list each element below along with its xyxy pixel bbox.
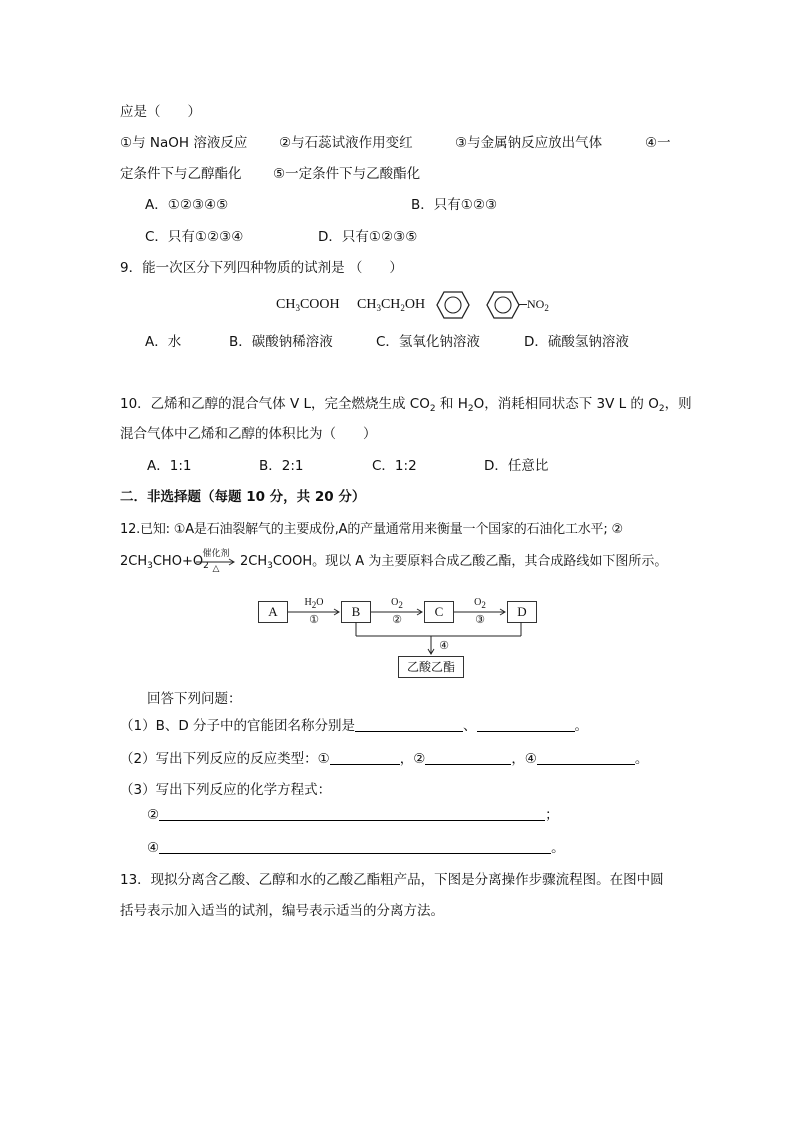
section-2-title: 二．非选择题（每题 10 分，共 20 分） [120,489,366,505]
q9-molecule-ethanol: $CH_3CH_2OH$ [357,297,426,313]
q12-answer-intro: 回答下列问题： [147,691,242,707]
step-2-number: ② [392,614,402,626]
q10-choice-a: A．1:1 [147,458,192,474]
heat-symbol: △ [212,563,220,573]
q12-equation-4-line: ④ 。 [147,840,565,856]
q8-option-4-end: 定条件下与乙醇酯化 [120,166,242,182]
q13-line-2: 括号表示加入适当的试剂，编号表示适当的分离方法。 [120,903,444,919]
q12-sub-1: （1）B、D 分子中的官能团名称分别是 、 。 [120,718,589,734]
answer-blank-equation-2[interactable] [159,806,545,821]
q8-option-3: ③与金属钠反应放出气体 [455,135,603,151]
answer-blank-equation-4[interactable] [159,839,551,854]
q9-choice-c: C．氢氧化钠溶液 [376,334,480,350]
flow-box-a: A [258,601,288,623]
q10-choice-b: B．2:1 [259,458,304,474]
step-3-reagent: $O_2$ [474,597,486,610]
flow-box-c: C [424,601,454,623]
q8-stem-end: 应是（ ） [120,104,201,120]
answer-blank-reaction-1[interactable] [330,750,400,765]
step-4-number: ④ [439,640,449,652]
q12-equation-left: $2CH_3CHO+O_2$ [120,554,209,571]
q13-line-1: 13．现拟分离含乙酸、乙醇和水的乙酸乙酯粗产品，下图是分离操作步骤流程图。在图中圆 [120,872,664,888]
flow-box-d: D [507,601,537,623]
q9-choice-d: D．硫酸氢钠溶液 [524,334,629,350]
q12-sub-3: （3）写出下列反应的化学方程式： [120,782,332,798]
answer-blank-reaction-4[interactable] [537,750,635,765]
nitro-group-label: $NO_2$ [527,297,549,313]
q9-stem: 9．能一次区分下列四种物质的试剂是 （ ） [120,260,403,276]
q8-choice-c: C．只有①②③④ [145,229,244,245]
answer-blank-d-group[interactable] [477,717,575,732]
q9-choice-a: A．水 [145,334,182,350]
q12-equation-right: $2CH_3COOH$。现以 A 为主要原料合成乙酸乙酯，其合成路线如下图所示。 [240,554,668,571]
catalyst-label: 催化剂 [202,548,230,558]
q12-sub-2: （2）写出下列反应的反应类型：① ，② ，④ 。 [120,751,649,767]
q12-line-1: 12.已知: ①A是石油裂解气的主要成份,A的产量通常用来衡量一个国家的石油化工水平; ② [120,522,623,537]
q8-option-4-start: ④一 [645,135,671,151]
answer-blank-b-group[interactable] [355,717,463,732]
q8-option-2: ②与石蕊试液作用变红 [279,135,413,151]
flow-box-ethyl-acetate: 乙酸乙酯 [398,656,464,678]
q8-option-5: ⑤一定条件下与乙酸酯化 [273,166,421,182]
q10-choice-d: D．任意比 [484,458,549,474]
q8-choice-a: A．①②③④⑤ [145,197,229,213]
q9-choice-b: B．碳酸钠稀溶液 [229,334,333,350]
q8-option-1: ①与 NaOH 溶液反应 [120,135,248,151]
step-1-number: ① [309,614,319,626]
step-3-number: ③ [475,614,485,626]
step-2-reagent: $O_2$ [391,597,403,610]
q8-choice-b: B．只有①②③ [411,197,498,213]
answer-blank-reaction-2[interactable] [425,750,511,765]
flow-box-b: B [341,601,371,623]
q10-choice-c: C．1:2 [372,458,417,474]
q9-molecule-acetic-acid: $CH_3COOH$ [276,297,340,313]
q12-equation-2-line: ② ； [147,807,559,823]
q8-choice-d: D．只有①②③⑤ [318,229,418,245]
q10-line-1: 10．乙烯和乙醇的混合气体 V L，完全燃烧生成 $CO_2$ 和 $H_2O$，消耗相同状态下 3V L 的 $O_2$，则 [120,396,692,414]
q10-line-2: 混合气体中乙烯和乙醇的体积比为（ ） [120,426,377,442]
step-1-reagent: $H_2O$ [304,597,324,610]
